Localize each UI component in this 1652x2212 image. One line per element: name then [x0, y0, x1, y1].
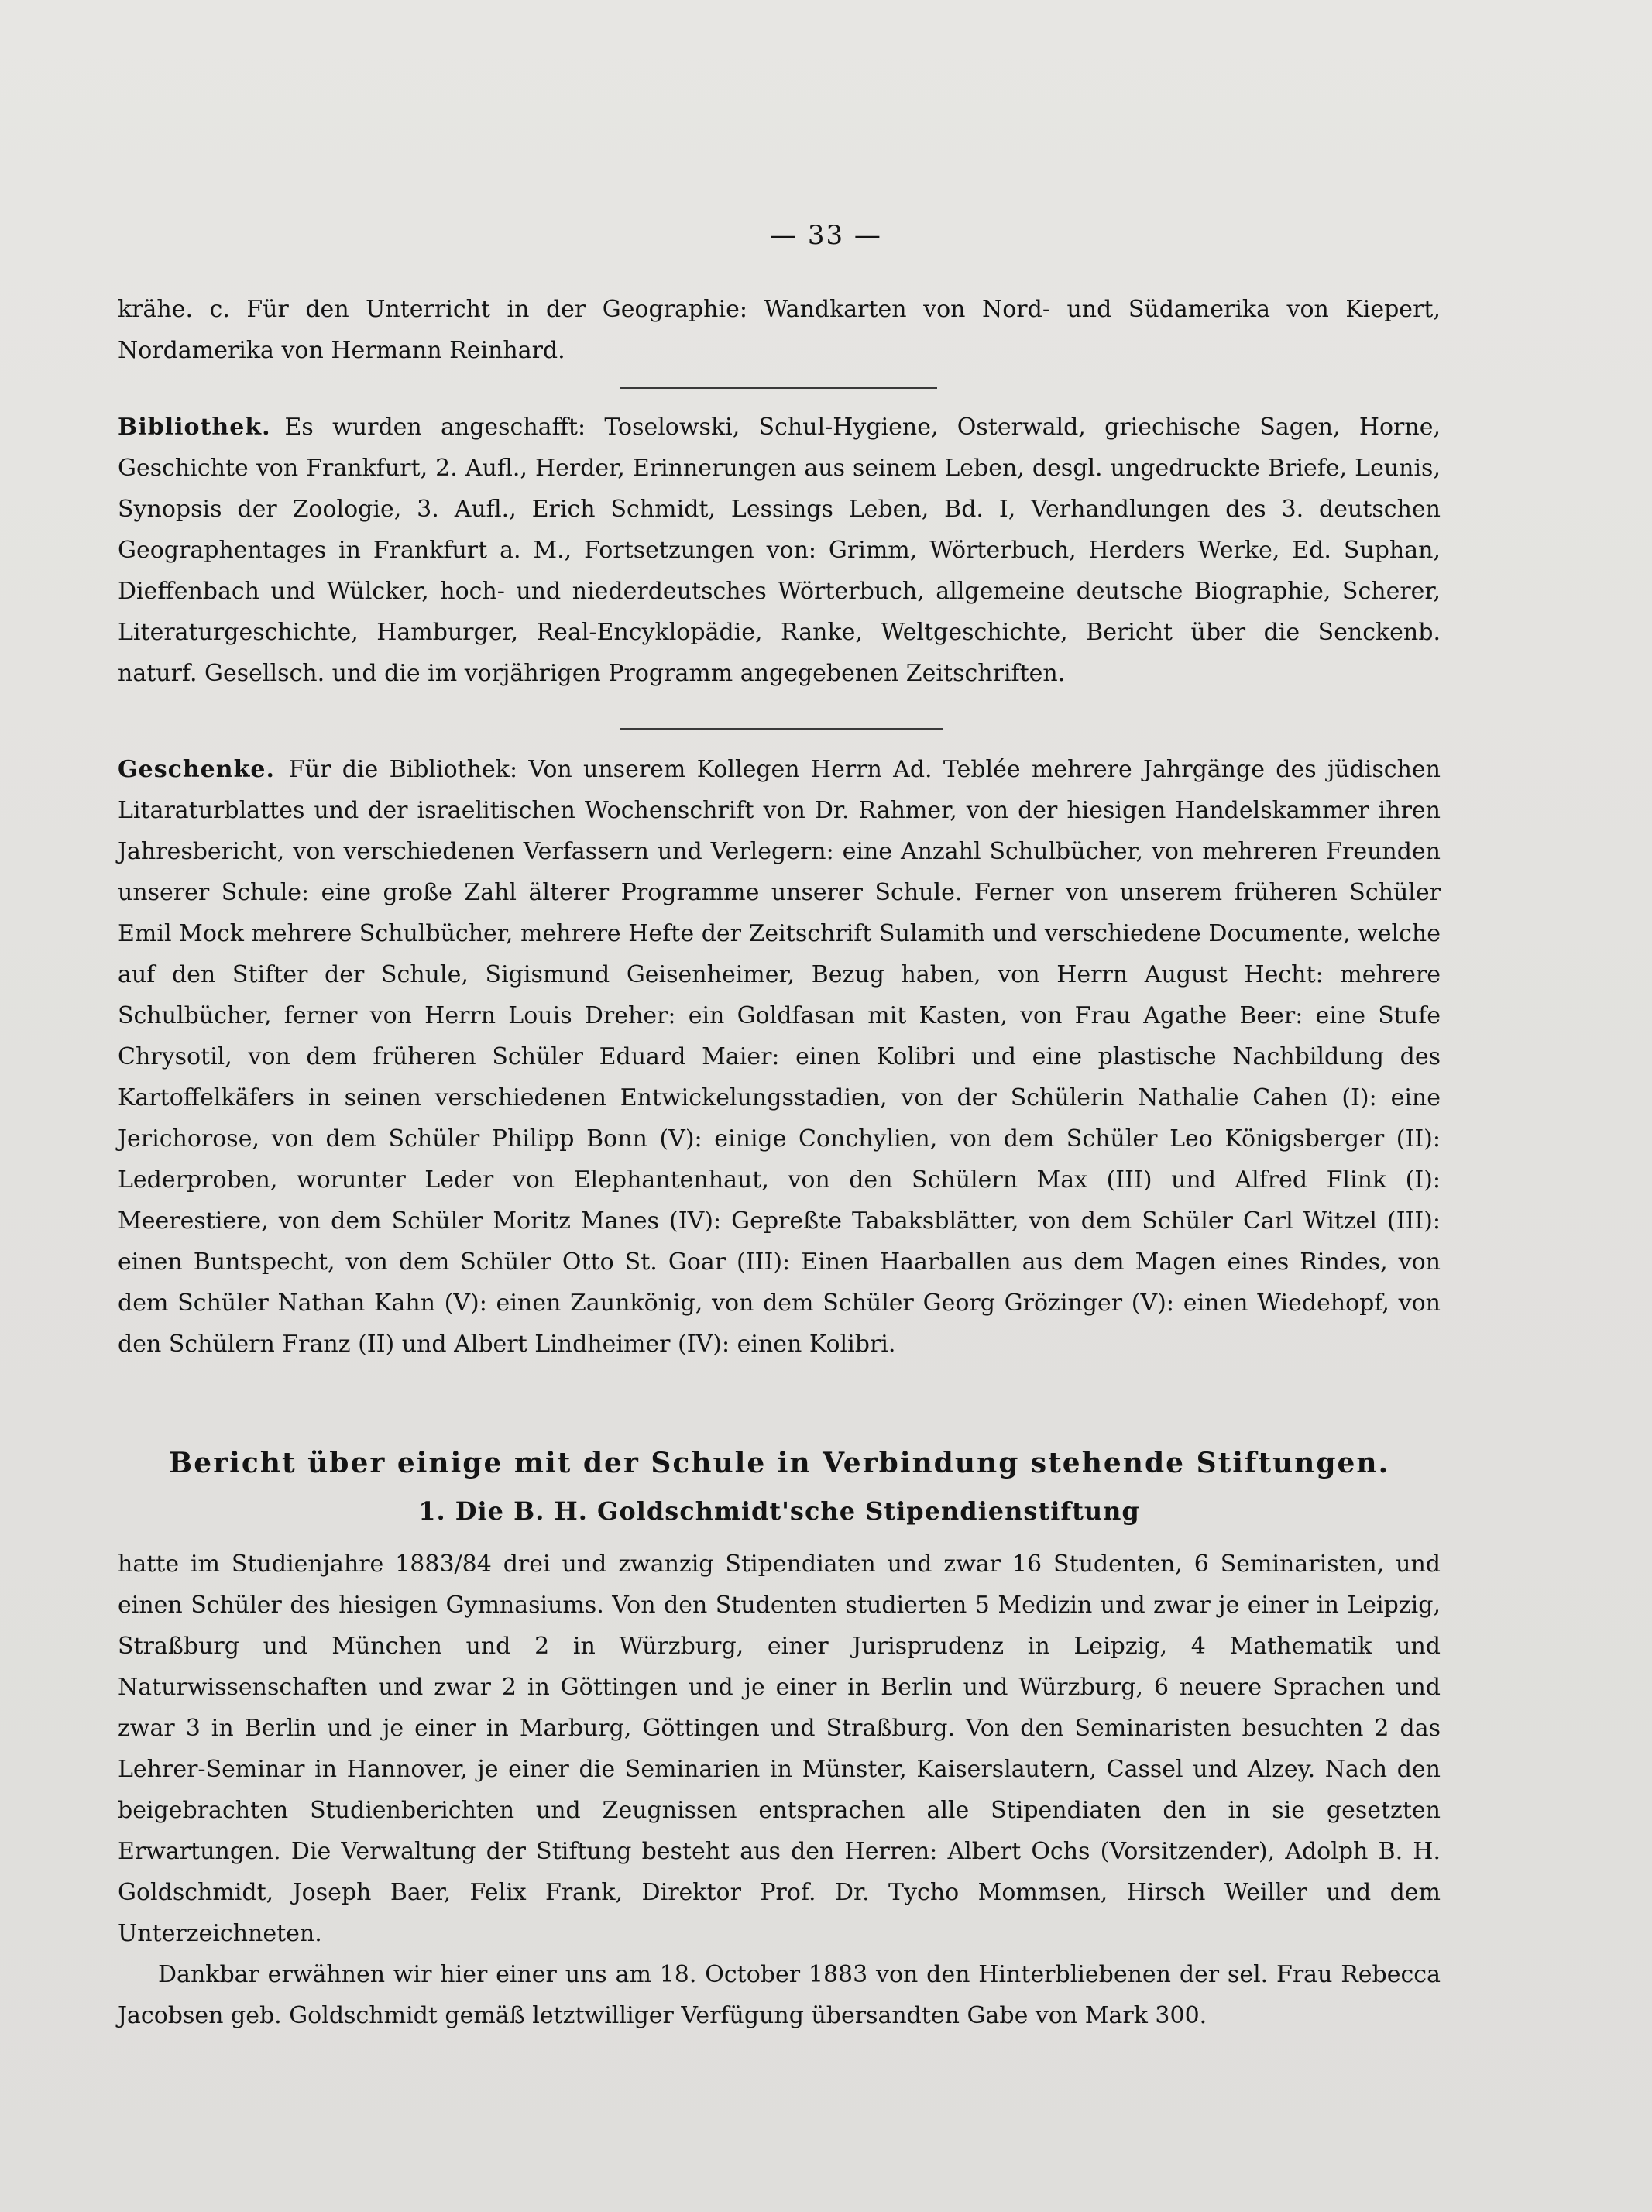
stiftung-subheading: 1. Die B. H. Goldschmidt'sche Stipendienstiftung: [418, 1496, 1140, 1526]
bibliothek-heading: Bibliothek.: [118, 414, 271, 441]
stiftungen-section: [118, 1544, 1441, 2036]
section-divider: [620, 387, 937, 389]
bibliothek-paragraph: [118, 407, 1441, 694]
geographie-paragraph: krähe. c. Für den Unterricht in der Geographie: Wandkarten von Nord- und Südamerika von Kiepert, Nordamerika von Hermann Reinhard.: [118, 296, 1441, 364]
geschenke-text: Für die Bibliothek: Von unserem Kollegen Herrn Ad. Teblée mehrere Jahrgänge des jüdischen Litaraturblattes und der israelitischen Wochenschrift von Dr. Rahmer, von der hiesigen Handelskammer ihren Jahresbericht, von verschiedenen Verfassern und Verlegern: eine Anzahl Schulbücher, von mehreren Freunden unserer Schule: eine große Zahl älterer Programme unserer Schule. Ferner von unserem früheren Schüler Emil Mock mehrere Schulbücher, mehrere Hefte der Zeitschrift Sulamith und verschiedene Documente, welche auf den Stifter der Schule, Sigismund Geisenheimer, Bezug haben, von Herrn August Hecht: mehrere Schulbücher, ferner von Herrn Louis Dreher: ein Goldfasan mit Kasten, von Frau Agathe Beer: eine Stufe Chrysotil, von dem früheren Schüler Eduard Maier: einen Kolibri und eine plastische Nachbildung des Kartoffelkäfers in seinen verschiedenen Entwickelungsstadien, von der Schülerin Nathalie Cahen (I): eine Jerichorose, von dem Schüler Philipp Bonn (V): einige Conchylien, von dem Schüler Leo Königsberger (II): Lederproben, worunter Leder von Elephantenhaut, von den Schülern Max (III) und Alfred Flink (I): Meerestiere, von dem Schüler Moritz Manes (IV): Gepreßte Tabaksblätter, von dem Schüler Carl Witzel (III): einen Buntspecht, von dem Schüler Otto St. Goar (III): Einen Haarballen aus dem Magen eines Rindes, von dem Schüler Nathan Kahn (V): einen Zaunkönig, von dem Schüler Georg Grözinger (V): einen Wiedehopf, von den Schülern Franz (II) und Albert Lindheimer (IV): einen Kolibri.: [118, 756, 1441, 1358]
stiftung-paragraph-1: hatte im Studienjahre 1883/84 drei und zwanzig Stipendiaten und zwar 16 Studenten, 6 Seminaristen, und einen Schüler des hiesigen Gymnasiums. Von den Studenten studierten 5 Medizin und zwar je einer in Leipzig, Straßburg und München und 2 in Würzburg, einer Jurisprudenz in Leipzig, 4 Mathematik und Naturwissenschaften und zwar 2 in Göttingen und je einer in Berlin und Würzburg, 6 neuere Sprachen und zwar 3 in Berlin und je einer in Marburg, Göttingen und Straßburg. Von den Seminaristen besuchten 2 das Lehrer-Seminar in Hannover, je einer die Seminarien in Münster, Kaiserslautern, Cassel und Alzey. Nach den beigebrachten Studienberichten und Zeugnissen entsprachen alle Stipendiaten den in sie gesetzten Erwartungen. Die Verwaltung der Stiftung besteht aus den Herren: Albert Ochs (Vorsitzender), Adolph B. H. Goldschmidt, Joseph Baer, Felix Frank, Direktor Prof. Dr. Tycho Mommsen, Hirsch Weiller und dem Unterzeichneten.: [118, 1551, 1441, 1947]
section-divider: [620, 728, 943, 730]
stiftung-paragraph-2: Dankbar erwähnen wir hier einer uns am 18. October 1883 von den Hinterbliebenen der sel. Frau Rebecca Jacobsen geb. Goldschmidt gemäß letztwilliger Verfügung übersandten Gabe von Mark 300.: [118, 1961, 1441, 2029]
bibliothek-text: Es wurden angeschafft: Toselowski, Schul-Hygiene, Osterwald, griechische Sagen, Horne, Geschichte von Frankfurt, 2. Aufl., Herder, Erinnerungen aus seinem Leben, desgl. ungedruckte Briefe, Leunis, Synopsis der Zoologie, 3. Aufl., Erich Schmidt, Lessings Leben, Bd. I, Verhandlungen des 3. deutschen Geographentages in Frankfurt a. M., Fortsetzungen von: Grimm, Wörterbuch, Herders Werke, Ed. Suphan, Dieffenbach und Wülcker, hoch- und niederdeutsches Wörterbuch, allgemeine deutsche Biographie, Scherer, Literaturgeschichte, Hamburger, Real-Encyklopädie, Ranke, Weltgeschichte, Bericht über die Senckenb. naturf. Gesellsch. und die im vorjährigen Programm angegebenen Zeitschriften.: [118, 414, 1441, 687]
geographie-section: [118, 289, 1441, 371]
stiftungen-heading: Bericht über einige mit der Schule in Verbindung stehende Stiftungen.: [168, 1447, 1390, 1479]
page-number: — 33 —: [770, 220, 882, 251]
bibliothek-section: [118, 407, 1441, 694]
geschenke-section: [118, 749, 1441, 1365]
geschenke-heading: Geschenke.: [118, 756, 275, 783]
geschenke-paragraph: [118, 749, 1441, 1365]
